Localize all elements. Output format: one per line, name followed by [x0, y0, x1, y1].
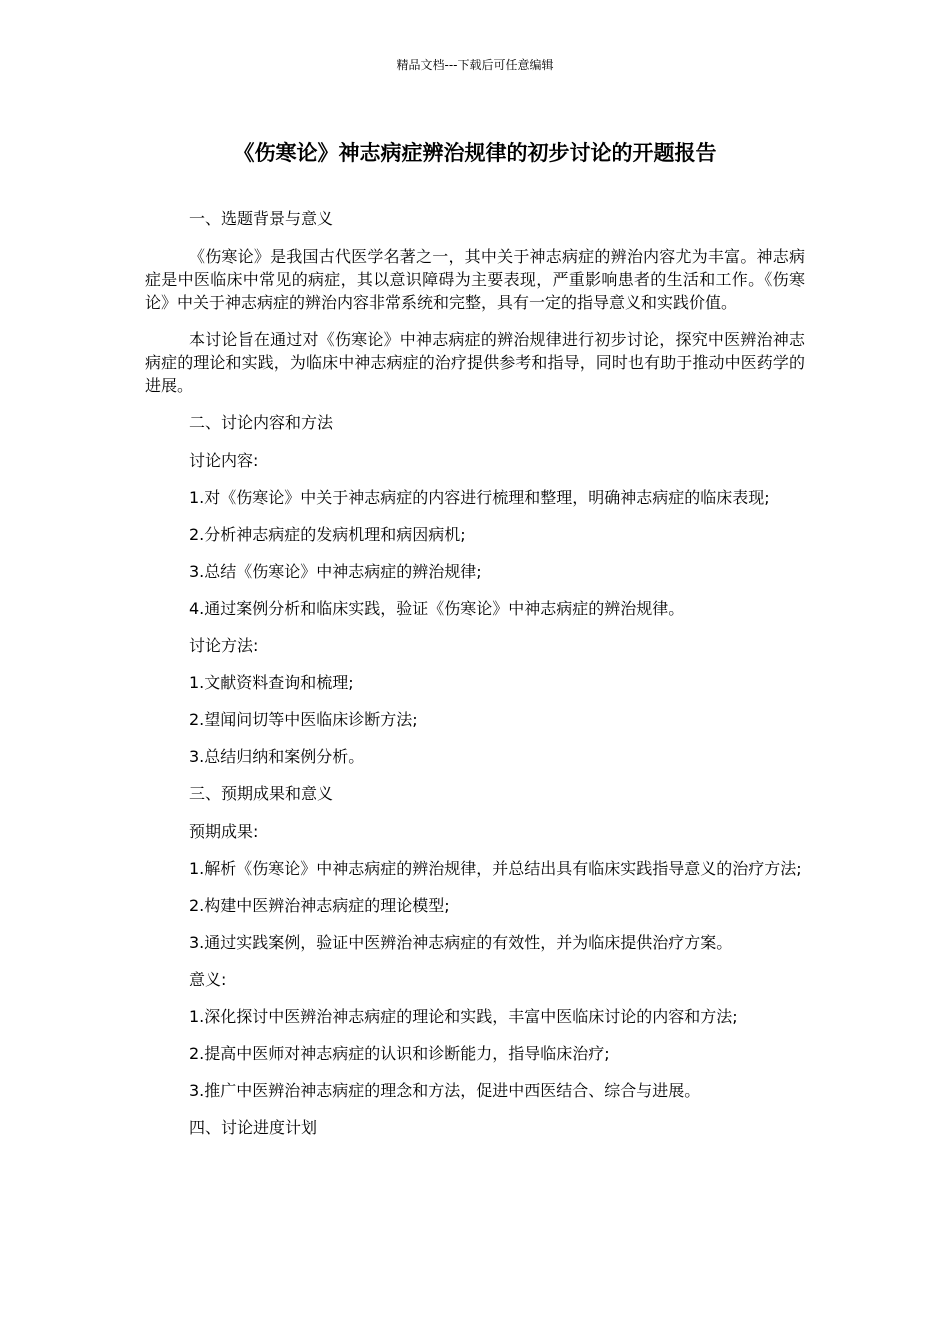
subheading-content: 讨论内容: [189, 451, 259, 470]
list-item-method-2: 2.望闻问切等中医临床诊断方法; [189, 710, 418, 729]
subheading-method: 讨论方法: [189, 636, 259, 655]
paragraph-background-1: 《伤寒论》是我国古代医学名著之一，其中关于神志病症的辨治内容尤为丰富。神志病症是中医临床中常见的病症，其以意识障碍为主要表现，严重影响患者的生活和工作。《伤寒论》中关于神志病症的辨治内容非常系统和完整，具有一定的指导意义和实践价值。 [145, 247, 805, 312]
list-item-content-3: 3.总结《伤寒论》中神志病症的辨治规律; [189, 562, 482, 581]
list-item-significance-1: 1.深化探讨中医辨治神志病症的理论和实践，丰富中医临床讨论的内容和方法; [189, 1007, 738, 1026]
list-item-significance-3: 3.推广中医辨治神志病症的理念和方法，促进中西医结合、综合与进展。 [189, 1081, 701, 1100]
list-item-results-1: 1.解析《伤寒论》中神志病症的辨治规律，并总结出具有临床实践指导意义的治疗方法; [189, 859, 802, 878]
section-heading-content-method: 二、讨论内容和方法 [189, 413, 334, 432]
list-item-content-1: 1.对《伤寒论》中关于神志病症的内容进行梳理和整理，明确神志病症的临床表现; [189, 488, 770, 507]
list-item-significance-2: 2.提高中医师对神志病症的认识和诊断能力，指导临床治疗; [189, 1044, 610, 1063]
section-heading-background: 一、选题背景与意义 [189, 209, 334, 228]
document-body [145, 207, 805, 1154]
list-item-method-3: 3.总结归纳和案例分析。 [189, 747, 365, 766]
list-item-method-1: 1.文献资料查询和梳理; [189, 673, 354, 692]
list-item-content-2: 2.分析神志病症的发病机理和病因病机; [189, 525, 466, 544]
document-title: 《伤寒论》神志病症辨治规律的初步讨论的开题报告 [233, 141, 717, 165]
section-heading-schedule: 四、讨论进度计划 [189, 1118, 318, 1137]
subheading-expected-results: 预期成果: [189, 822, 259, 841]
subheading-significance: 意义: [189, 970, 227, 989]
header-note: 精品文档---下载后可任意编辑 [396, 58, 554, 72]
paragraph-background-2: 本讨论旨在通过对《伤寒论》中神志病症的辨治规律进行初步讨论，探究中医辨治神志病症的理论和实践，为临床中神志病症的治疗提供参考和指导，同时也有助于推动中医药学的进展。 [145, 330, 805, 395]
list-item-results-3: 3.通过实践案例，验证中医辨治神志病症的有效性，并为临床提供治疗方案。 [189, 933, 733, 952]
list-item-results-2: 2.构建中医辨治神志病症的理论模型; [189, 896, 450, 915]
section-heading-results: 三、预期成果和意义 [189, 784, 334, 803]
list-item-content-4: 4.通过案例分析和临床实践，验证《伤寒论》中神志病症的辨治规律。 [189, 599, 685, 618]
